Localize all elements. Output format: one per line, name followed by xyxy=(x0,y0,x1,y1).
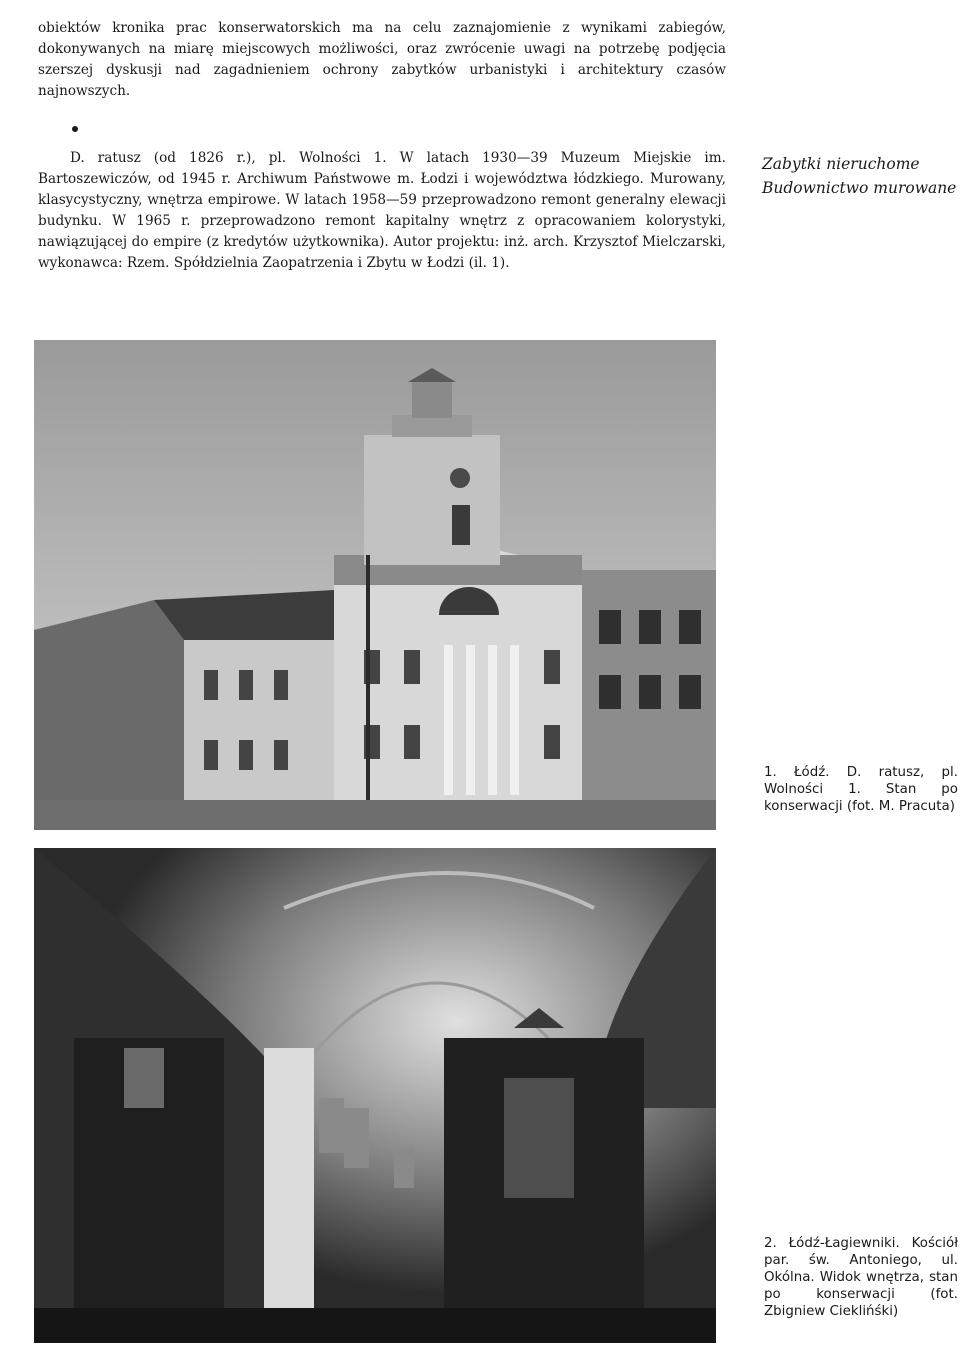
intro-paragraph: obiektów kronika prac konserwatorskich ma na celu zaznajomienie z wynikami zabiegów, dokonywanych na miarę miejscowych możliwości, oraz zwrócenie uwagi na potrzebę podjęcia szerszej dyskusji nad zagadnieniem ochrony zabytków urbanistyki i architektury czasów najnowszych. xyxy=(38,20,726,99)
town-hall-illustration xyxy=(34,340,716,830)
church-interior-illustration xyxy=(34,848,716,1343)
section-heading-line1: Zabytki nieruchome xyxy=(762,155,920,173)
bullet-marker xyxy=(72,126,78,132)
entry-paragraph: D. ratusz (od 1826 r.), pl. Wolności 1. W latach 1930—39 Muzeum Miejskie im. Bartoszewiczów, od 1945 r. Archiwum Państwowe m. Łodzi i województwa łódzkiego. Murowany, klasycystyczny, wnętrza empirowe. W latach 1958—59 przeprowadzono remont generalny elewacji budynku. W 1965 r. przeprowadzono remont kapitalny wnętrz z opracowaniem kolorystyki, nawiązującej do empire (z kredytów użytkownika). Autor projektu: inż. arch. Krzysztof Mielczarski, wykonawca: Rzem. Spółdzielnia Zaopatrzenia i Zbytu w Łodzi (il. 1). xyxy=(38,150,726,271)
caption-photo-1: 1. Łódź. D. ratusz, pl. Wolności 1. Stan po konserwacji (fot. M. Pracuta) xyxy=(764,765,958,814)
caption-photo-2: 2. Łódź-Łagiewniki. Kościół par. św. Antoniego, ul. Okólna. Widok wnętrza, stan po konserwacji (fot. Zbigniew Cieklińśki) xyxy=(764,1236,958,1319)
section-heading-line2: Budownictwo murowane xyxy=(762,179,957,197)
photo-town-hall xyxy=(34,340,716,830)
photo-church-interior xyxy=(34,848,716,1343)
section-heading xyxy=(762,152,958,200)
